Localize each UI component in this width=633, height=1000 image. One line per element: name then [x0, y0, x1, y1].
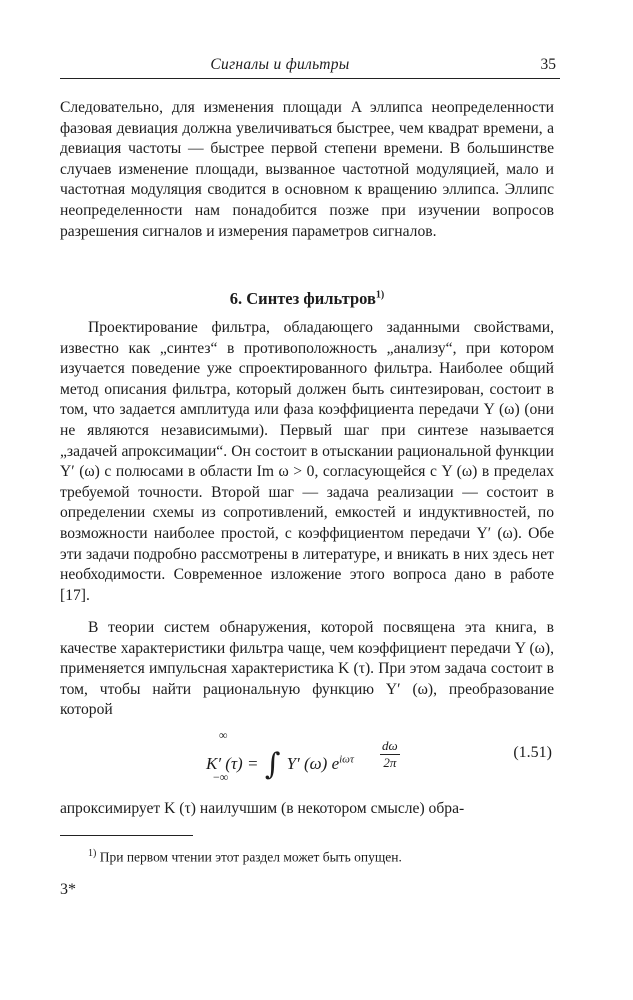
footnote-text: При первом чтении этот раздел может быть опущен.	[99, 849, 402, 865]
section-title: Синтез фильтров	[246, 289, 376, 308]
footnote-divider	[60, 835, 193, 836]
footnote	[88, 848, 402, 866]
running-header	[60, 56, 560, 79]
equation-integrand: Y′ (ω) e	[286, 754, 340, 773]
fraction-numerator: dω	[382, 738, 398, 753]
paragraph-ellipse-conclusion: Следовательно, для изменения площади A эллипса неопределенности фазовая девиация должна увеличиваться быстрее, чем квадрат времени, а девиация частоты — быстрее первой степени времени. В большинстве случаев изменение площади, вызванное частотной модуляцией, мало и частотная модуляция сводится в основном к вращению эллипса. Эллипс неопределенности нам понадобится позже при изучении вопросов разрешения сигналов и измерения параметров сигналов.	[60, 99, 554, 240]
paragraph-filter-synthesis: Проектирование фильтра, обладающего заданными свойствами, известно как „синтез“ в противоположность „анализу“, при котором изучается поведение уже спроектированного фильтра. Наиболее общий метод описания фильтра, который должен быть синтезирован, состоит в том, что задается амплитуда или фаза коэффициента передачи Y (ω) (они не являются независимыми). Первый шаг при синтезе называется „задачей апроксимации“. Он состоит в отыскании рациональной функции Y′ (ω) с полюсами в области Im ω > 0, согласующейся с Y (ω) в пределах требуемой точности. Второй шаг — задача реализации — состоит в определении схемы из сопротивлений, емкостей и индуктивностей, по возможности наиболее простой, с коэффициентом передачи Y′ (ω). Обе эти задачи подробно рассмотрены в литературе, и вникать в них здесь нет необходимости. Современное изложение этого вопроса дано в работе [17].	[60, 319, 554, 604]
integral-lower-limit: −∞	[213, 770, 229, 784]
section-number: 6.	[229, 289, 243, 308]
fraction-denominator: 2π	[383, 755, 397, 770]
integral-sign: ∫	[264, 747, 281, 782]
integral-upper-limit: ∞	[219, 728, 228, 742]
equation-number: (1.51)	[513, 744, 552, 761]
printer-signature: 3*	[60, 881, 76, 898]
footnote-mark: 1)	[88, 848, 97, 859]
section-heading	[60, 289, 554, 309]
running-title: Сигналы и фильтры	[210, 56, 350, 73]
equation-fraction	[380, 738, 400, 771]
section-footnote-mark[interactable]: 1)	[375, 289, 385, 301]
equation-lhs: K′ (τ) =	[206, 754, 259, 773]
page-number: 35	[540, 56, 556, 73]
paragraph-detection-theory: В теории систем обнаружения, которой посвящена эта книга, в качестве характеристики фильтра чаще, чем коэффициент передачи Y (ω), применяется импульсная характеристика K (τ). При этом задача состоит в том, чтобы найти рациональную функцию Y′ (ω), преобразование которой	[60, 619, 554, 719]
equation-1-51	[60, 728, 554, 784]
paragraph-approximation: апроксимирует K (τ) наилучшим (в некотором смысле) обра-	[60, 800, 465, 817]
equation-exponent: iωτ	[339, 753, 354, 766]
